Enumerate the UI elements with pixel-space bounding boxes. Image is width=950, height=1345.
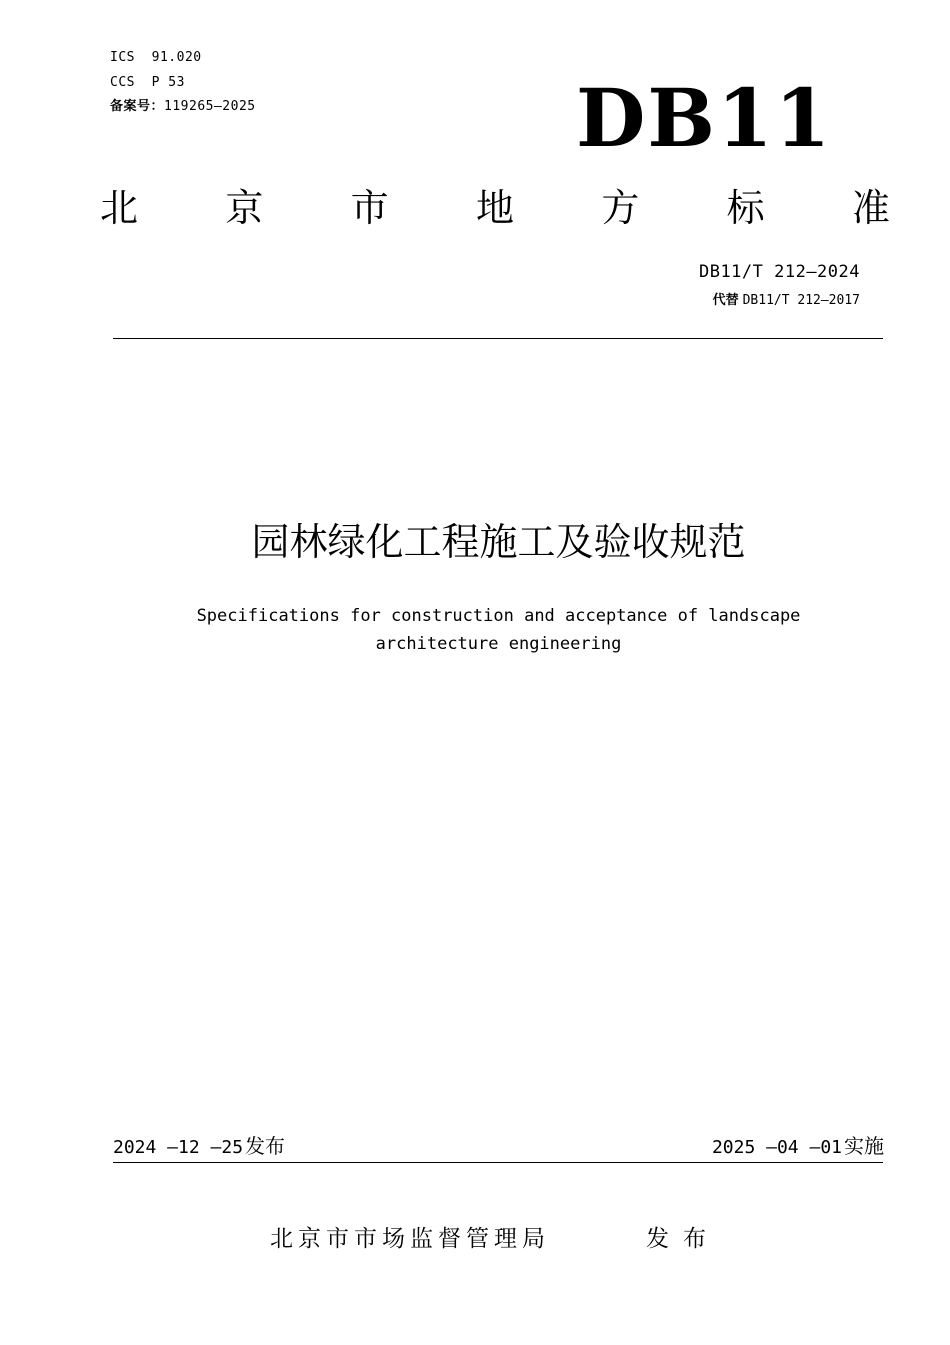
ics-value: 91.020 [151, 50, 202, 65]
standard-type-char: 京 [225, 186, 264, 230]
standard-type-heading [100, 186, 890, 230]
standard-type-char: 北 [100, 186, 139, 230]
filing-label: 备案号： [110, 99, 165, 114]
issue-date [113, 1134, 285, 1159]
replaces-standard [713, 294, 860, 307]
standard-type-char: 市 [350, 186, 389, 230]
issue-date-value: 2024 —12 —25 [113, 1137, 244, 1158]
standard-type-char: 标 [726, 186, 765, 230]
title-english [0, 602, 950, 658]
issuing-authority: 北京市市场监督管理局 [270, 1226, 550, 1252]
effective-date-label: 实施 [844, 1134, 884, 1158]
filing-number [110, 100, 256, 113]
top-divider [113, 338, 883, 339]
effective-date-value: 2025 —04 —01 [711, 1137, 842, 1158]
issue-date-label: 发布 [245, 1134, 286, 1158]
standard-number: DB11/T 212—2024 [698, 262, 860, 282]
bottom-divider [113, 1162, 883, 1163]
ccs-label: CCS [110, 75, 135, 90]
title-chinese: 园林绿化工程施工及验收规范 [251, 520, 746, 564]
ccs-value: P 53 [151, 75, 185, 90]
standard-type-char: 方 [601, 186, 640, 230]
issue-action: 发布 [646, 1226, 720, 1252]
standard-type-char: 准 [851, 186, 890, 230]
replaces-value: DB11/T 212—2017 [742, 293, 860, 308]
ccs-classification [110, 76, 185, 89]
standard-type-char: 地 [475, 186, 514, 230]
ics-label: ICS [110, 50, 135, 65]
title-english-line: Specifications for construction and acceptance of landscape [196, 606, 801, 626]
replaces-label: 代替 [712, 293, 739, 308]
ics-classification [110, 51, 202, 64]
db-code-logo: DB11 [576, 71, 833, 165]
filing-value: 119265—2025 [164, 99, 256, 114]
effective-date [712, 1134, 884, 1159]
title-english-line: architecture engineering [375, 634, 622, 654]
